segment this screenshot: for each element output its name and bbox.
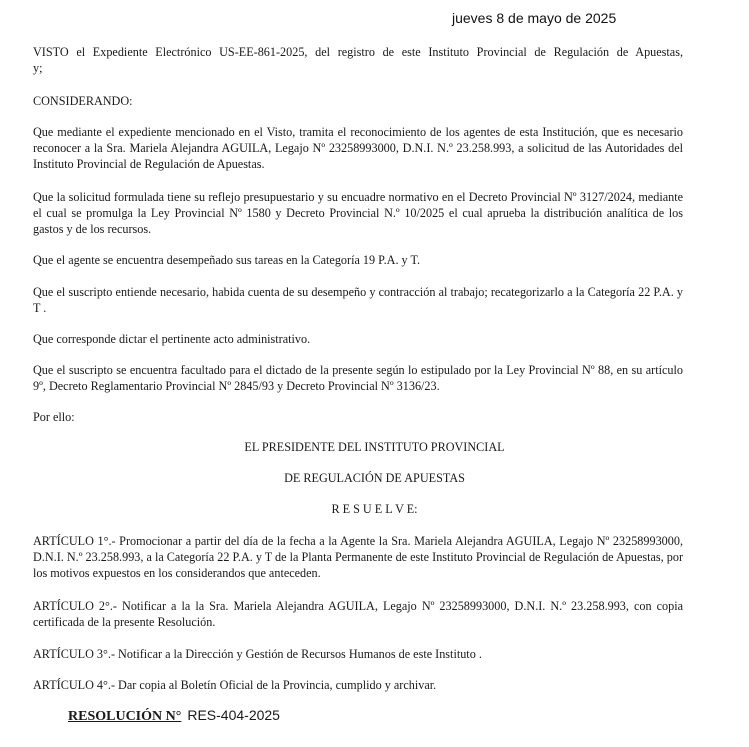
considerando-paragraph-6: Que el suscripto se encuentra facultado para el dictado de la presente según lo estipulado por la Ley Provincial Nº 88, en su artículo 9º, Decreto Reglamentario Provincial Nº 2845/93 y Decreto Provincial Nº 3136/23. xyxy=(33,363,683,393)
considerando-paragraph-4: Que el suscripto entiende necesario, habida cuenta de su desempeño y contracción al trabajo; recategorizarlo a la Categoría 22 P.A. y T . xyxy=(33,285,683,315)
authority-line-2: DE REGULACIÓN DE APUESTAS xyxy=(284,471,465,485)
resolucion-label: RESOLUCIÓN N° xyxy=(68,709,182,724)
considerando-paragraph-1: Que mediante el expediente mencionado en el Visto, tramita el reconocimiento de los agentes de esta Institución, que es necesario reconocer a la Sra. Mariela Alejandra AGUILA, Legajo Nº 23258993000, D.N.I. N.º 23.258.993, a solicitud de las Autoridades del Instituto Provincial de Regulación de Apuestas. xyxy=(33,125,683,171)
article-1: ARTÍCULO 1°.- Promocionar a partir del día de la fecha a la Agente la Sra. Mariela Alejandra AGUILA, Legajo Nº 23258993000, D.N.I. N.º 23.258.993, a la Categoría 22 P.A. y T de la Planta Permanente de este Instituto Provincial de Regulación de Apuestas, por los motivos expuestos en los considerandos que anteceden. xyxy=(33,534,683,580)
article-4: ARTÍCULO 4°.- Dar copia al Boletín Oficial de la Provincia, cumplido y archivar. xyxy=(33,678,437,692)
article-3: ARTÍCULO 3°.- Notificar a la Dirección y Gestión de Recursos Humanos de este Instituto . xyxy=(33,647,482,661)
visto-line-1: VISTO el Expediente Electrónico US-EE-861-2025, del registro de este Instituto Provincial de Regulación de Apuestas, xyxy=(33,45,683,59)
resolucion-number-line xyxy=(68,707,280,725)
considerando-paragraph-5: Que corresponde dictar el pertinente acto administrativo. xyxy=(33,332,311,346)
authority-line-1: EL PRESIDENTE DEL INSTITUTO PROVINCIAL xyxy=(244,440,505,454)
visto-line-2: y; xyxy=(33,61,43,75)
por-ello: Por ello: xyxy=(33,410,75,424)
considerando-paragraph-2: Que la solicitud formulada tiene su reflejo presupuestario y su encuadre normativo en el Decreto Provincial Nº 3127/2024, mediante el cual se promulga la Ley Provincial Nº 1580 y Decreto Provincial N.º 10/2025 el cual aprueba la distribución analítica de los gastos y de los recursos. xyxy=(33,190,683,236)
article-2: ARTÍCULO 2°.- Notificar a la la Sra. Mariela Alejandra AGUILA, Legajo Nº 23258993000, D.N.I. N.º 23.258.993, con copia certificada de la presente Resolución. xyxy=(33,599,683,629)
resolucion-number: RES-404-2025 xyxy=(187,707,280,723)
considerando-heading: CONSIDERANDO: xyxy=(33,94,133,108)
considerando-paragraph-3: Que el agente se encuentra desempeñado sus tareas en la Categoría 19 P.A. y T. xyxy=(33,253,421,267)
resuelve-heading: R E S U E L V E: xyxy=(331,502,418,516)
document-date: jueves 8 de mayo de 2025 xyxy=(452,10,617,26)
